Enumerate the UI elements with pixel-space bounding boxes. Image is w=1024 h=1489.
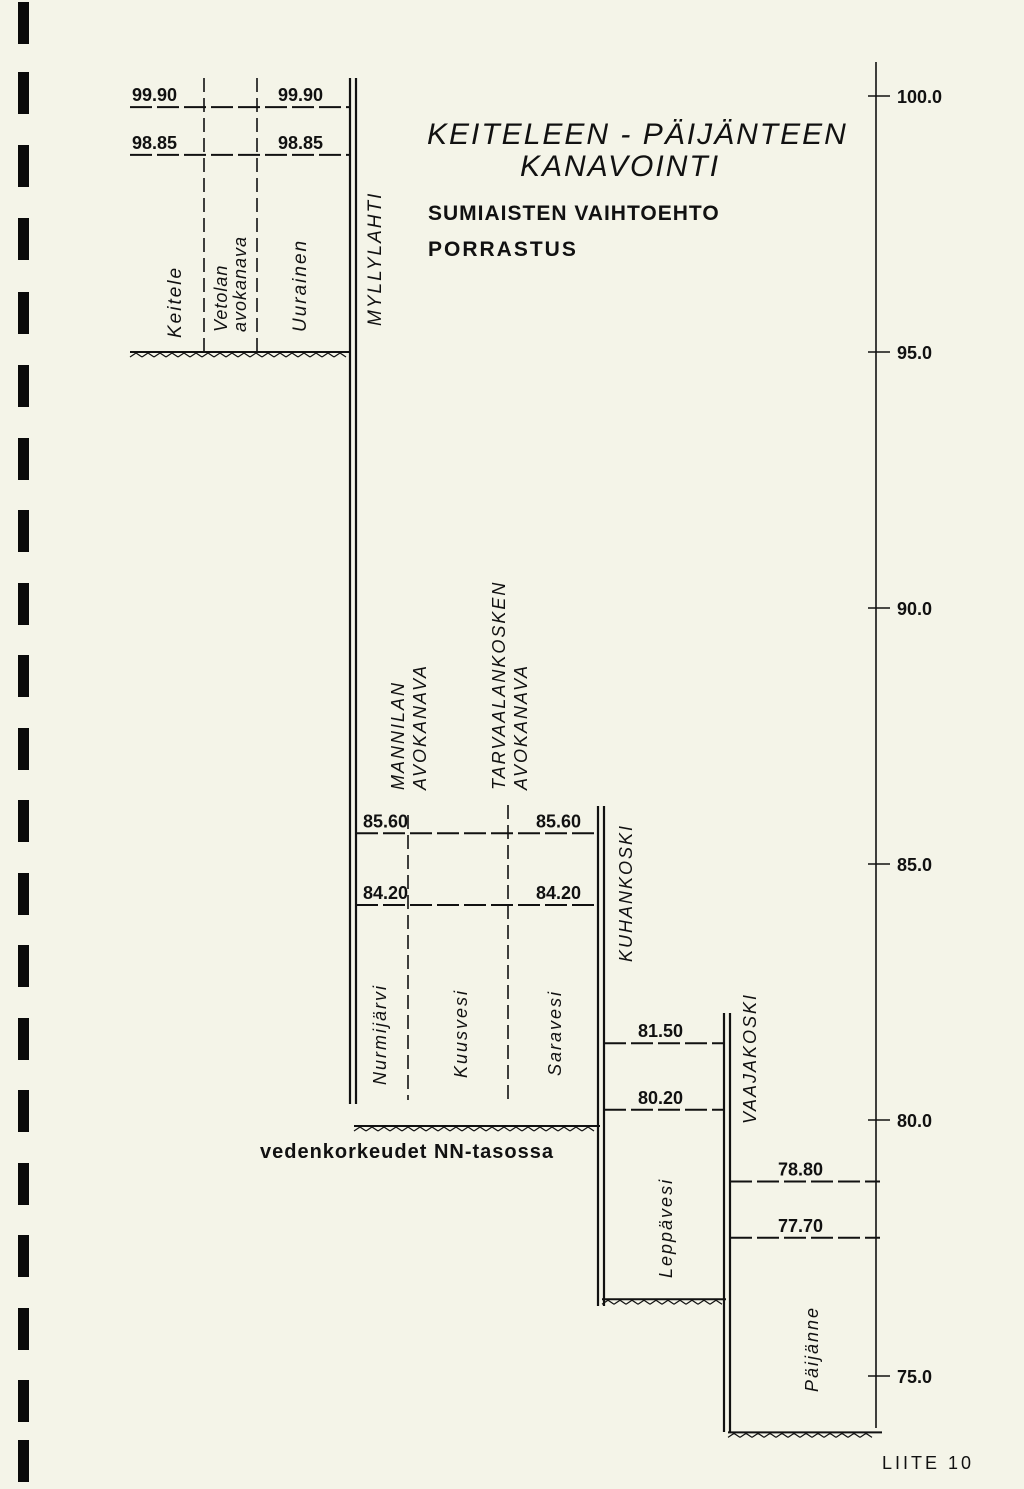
binder-hole (18, 510, 29, 552)
basin-label-paijanne: Päijänne (802, 1305, 822, 1392)
subtitle-line-1: SUMIAISTEN VAIHTOEHTO (428, 202, 720, 225)
binder-hole (18, 218, 29, 260)
binder-hole (18, 72, 29, 114)
binder-hole (18, 438, 29, 480)
scale-tick-label: 80.0 (897, 1111, 933, 1131)
binder-hole (18, 945, 29, 987)
basin-label-leppavesi: Leppävesi (656, 1177, 676, 1278)
binder-hole (18, 1440, 29, 1482)
binder-hole (18, 728, 29, 770)
level-label: 81.50 (638, 1021, 684, 1042)
level-label: 84.20 (363, 882, 409, 903)
binder-hole (18, 583, 29, 625)
bed-nurmijarvi-hatch (354, 1127, 594, 1131)
basin-label-keitele: Keitele (165, 265, 186, 338)
bed-paijanne-hatch (728, 1433, 872, 1437)
basin-label-vetolan: avokanava (230, 235, 250, 332)
binder-hole (18, 873, 29, 915)
level-label: 98.85 (132, 132, 178, 153)
level-label: 80.20 (638, 1087, 684, 1108)
lock-label-myllylahti: MYLLYLAHTI (365, 191, 386, 326)
level-label: 98.85 (278, 132, 324, 153)
binder-hole (18, 800, 29, 842)
binder-hole (18, 1308, 29, 1350)
channel-label-tarvaalankosken: TARVAALANKOSKEN (489, 580, 509, 790)
basin-label-nurmijarvi: Nurmijärvi (370, 984, 390, 1085)
binder-hole (18, 1090, 29, 1132)
binder-hole (18, 365, 29, 407)
basin-label-saravesi: Saravesi (545, 989, 565, 1076)
bed-leppavesi-hatch (602, 1300, 722, 1304)
appendix-label: LIITE 10 (882, 1453, 975, 1473)
title-line-2: KANAVOINTI (520, 150, 721, 183)
level-label: 85.60 (536, 811, 582, 832)
level-label: 78.80 (778, 1159, 824, 1180)
binder-hole (18, 1380, 29, 1422)
level-label: 99.90 (132, 85, 178, 106)
level-label: 77.70 (778, 1215, 824, 1236)
channel-label-tarvaalankosken: AVOKANAVA (511, 663, 531, 790)
binder-hole (18, 292, 29, 334)
units-note: vedenkorkeudet NN-tasossa (260, 1141, 554, 1163)
basin-label-vetolan: Vetolan (211, 264, 231, 332)
lock-label-vaajakoski: VAAJAKOSKI (740, 992, 760, 1124)
binder-hole (18, 2, 29, 44)
channel-label-mannilan: AVOKANAVA (410, 663, 430, 790)
level-label: 85.60 (363, 811, 409, 832)
level-label: 84.20 (536, 882, 582, 903)
binder-hole (18, 1018, 29, 1060)
basin-label-uurainen: Uurainen (290, 238, 311, 332)
scale-tick-label: 85.0 (897, 855, 933, 875)
lock-label-kuhankoski: KUHANKOSKI (616, 823, 636, 962)
title-line-1: KEITELEEN - PÄIJÄNTEEN (427, 118, 848, 151)
binder-hole (18, 145, 29, 187)
scale-tick-label: 75.0 (897, 1367, 933, 1387)
scale-tick-label: 95.0 (897, 343, 933, 363)
bed-keitele-hatch (130, 353, 346, 357)
scale-tick-label: 90.0 (897, 599, 933, 619)
channel-label-mannilan: MANNILAN (388, 680, 408, 790)
subtitle-line-2: PORRASTUS (428, 238, 578, 261)
binder-hole (18, 1163, 29, 1205)
scale-tick-label: 100.0 (897, 87, 943, 107)
binder-hole (18, 1235, 29, 1277)
level-label: 99.90 (278, 85, 324, 106)
binder-hole (18, 655, 29, 697)
basin-label-kuusvesi: Kuusvesi (451, 988, 471, 1078)
